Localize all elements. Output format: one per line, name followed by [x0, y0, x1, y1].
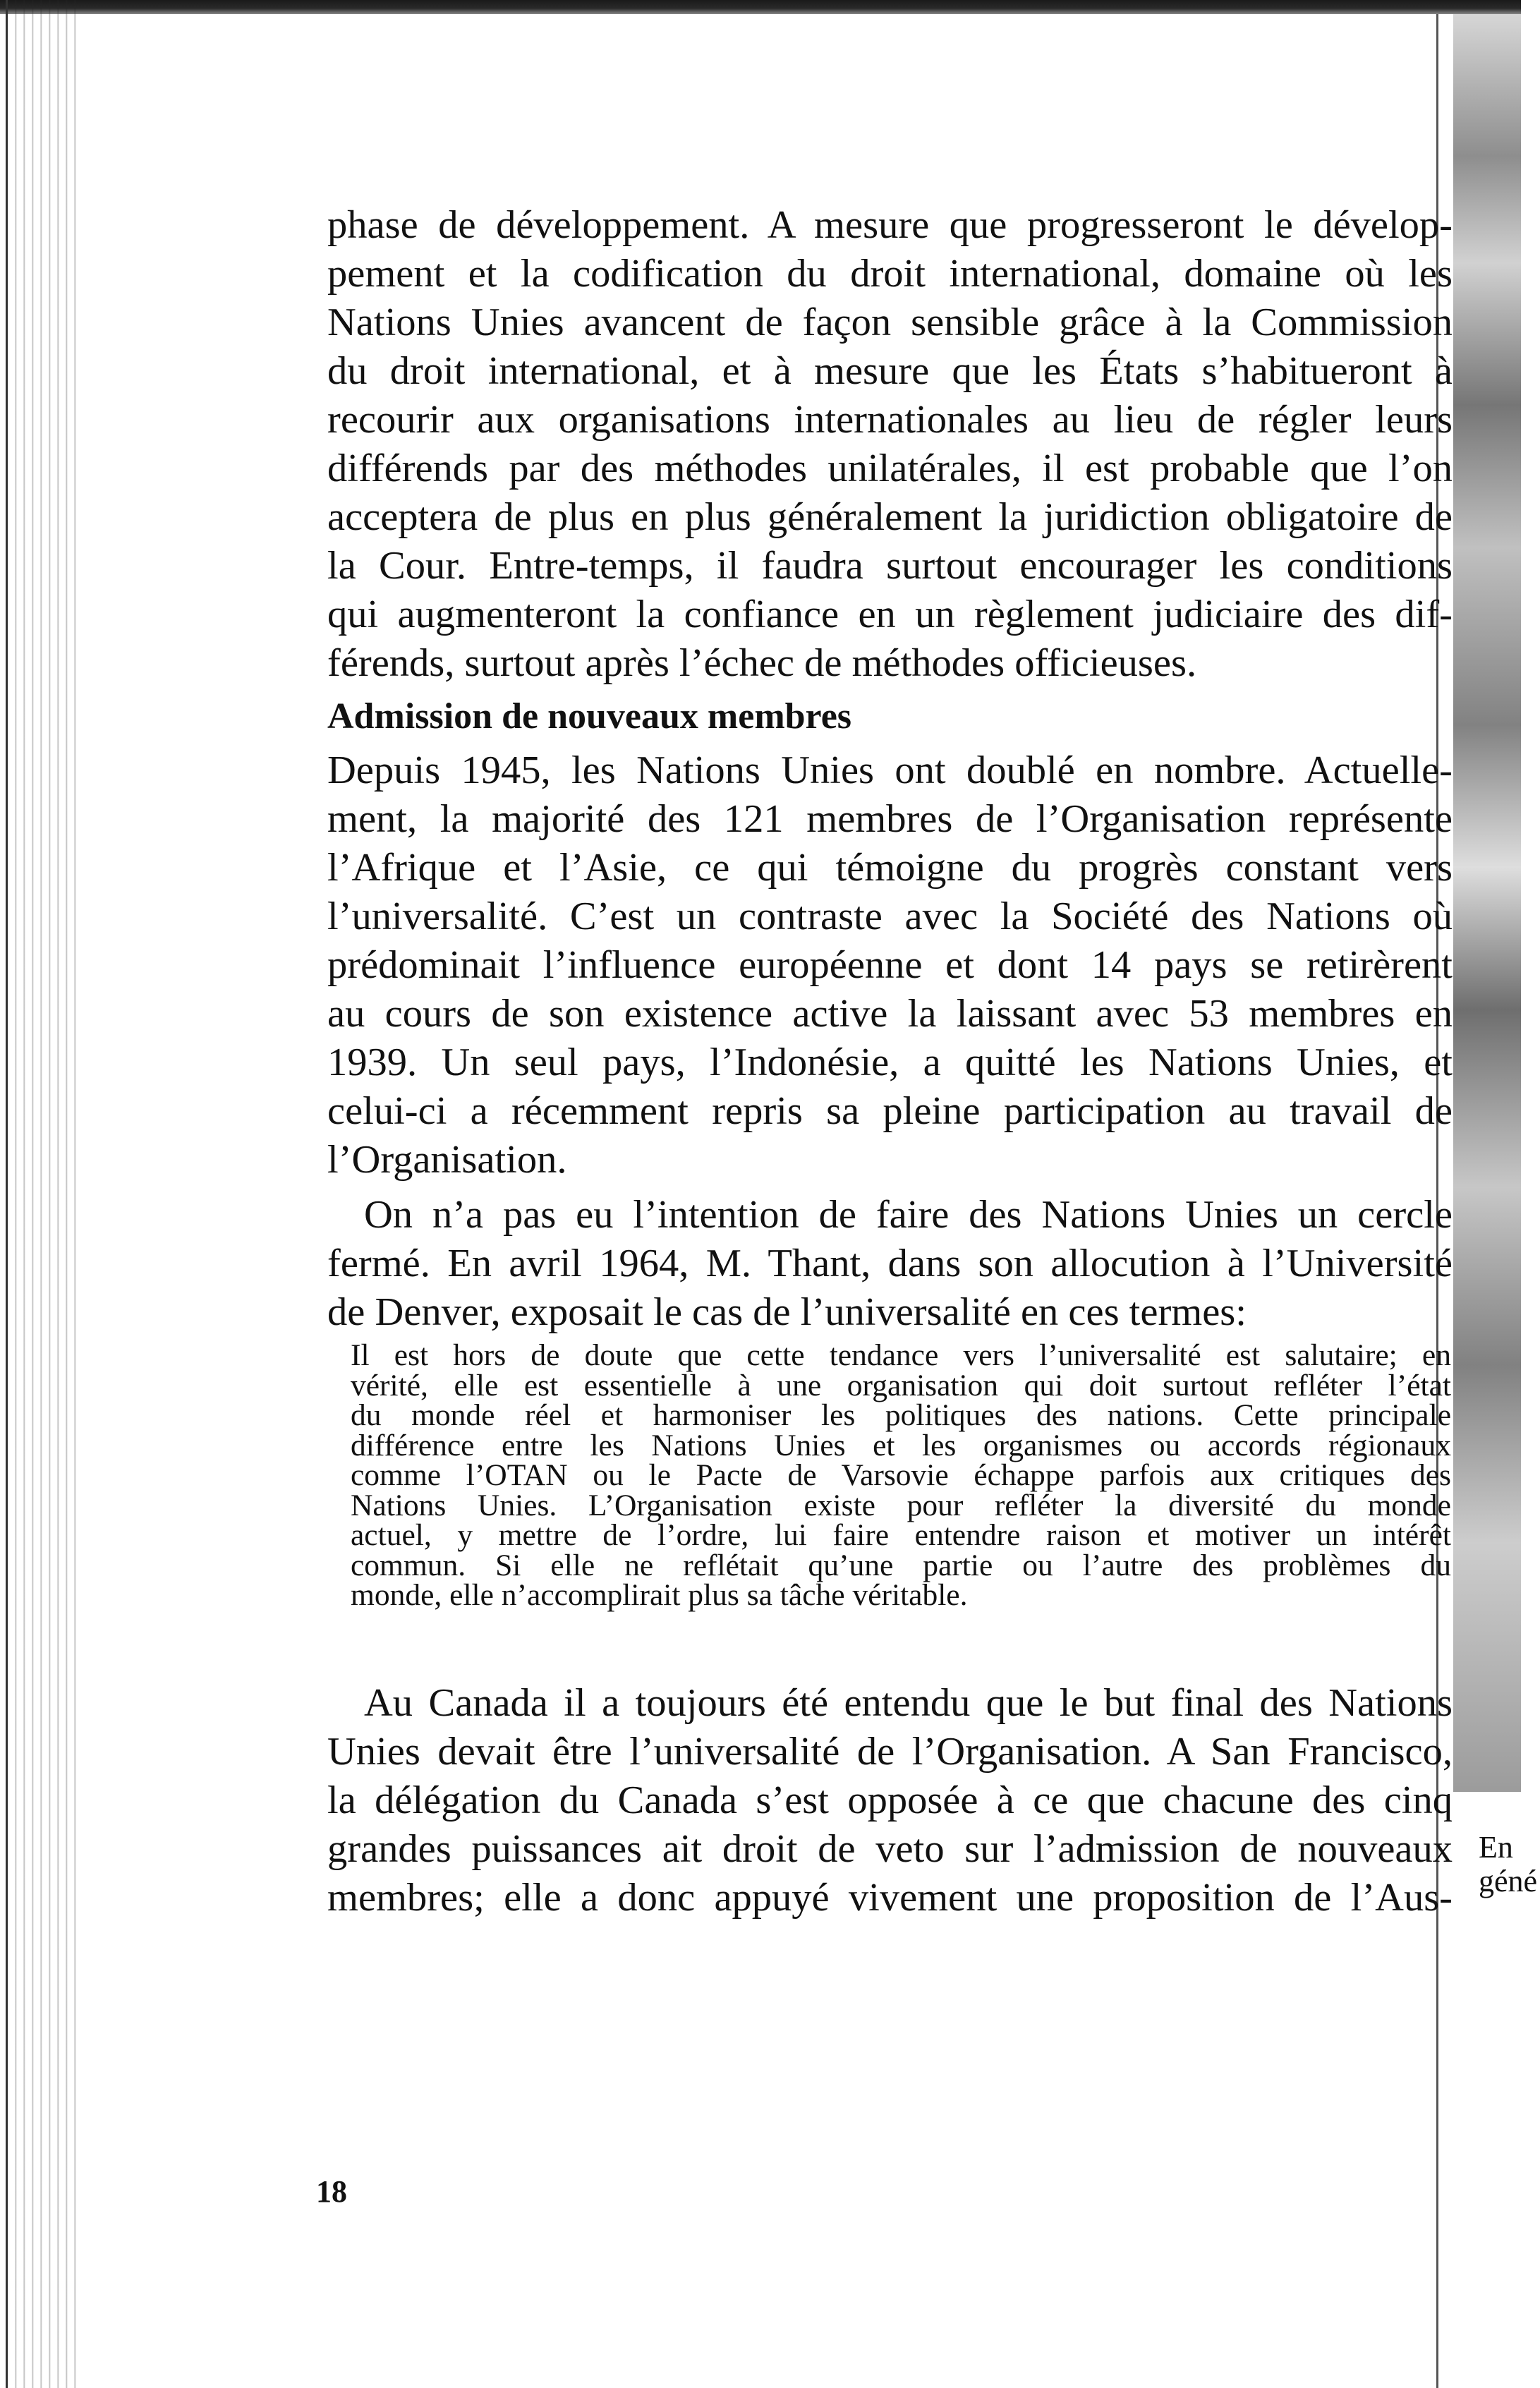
facing-page-edge	[1453, 14, 1521, 1792]
text-line: du droit international, et à mesure que les États s’habitueront à	[327, 349, 1453, 393]
quote-line: différence entre les Nations Unies et les organismes ou accords régionaux	[351, 1428, 1451, 1462]
text-line: férends, surtout après l’échec de méthodes officieuses.	[327, 641, 1197, 685]
text-line: qui augmenteront la confiance en un règlement judiciaire des dif-	[327, 593, 1453, 636]
paragraph-1	[327, 201, 1453, 688]
quote-line: Il est hors de doute que cette tendance vers l’universalité est salutaire; en	[351, 1338, 1451, 1372]
book-binding-edge	[0, 0, 81, 2388]
quote-line: comme l’OTAN ou le Pacte de Varsovie échappe parfois aux critiques des	[351, 1458, 1451, 1492]
page-number: 18	[316, 2174, 347, 2209]
facing-page-text-fragment: En	[1476, 1831, 1516, 1864]
paragraph-3	[327, 1191, 1453, 1337]
text-line: pement et la codification du droit international, domaine où les	[327, 252, 1453, 296]
text-line: recourir aux organisations internationales au lieu de régler leurs	[327, 398, 1453, 442]
section-heading: Admission de nouveaux membres	[327, 696, 852, 737]
text-line: l’Afrique et l’Asie, ce qui témoigne du progrès constant vers	[327, 846, 1453, 890]
quotation	[351, 1340, 1451, 1611]
text-line: Depuis 1945, les Nations Unies ont doublé en nombre. Actuelle-	[327, 748, 1453, 792]
paragraph-4	[327, 1679, 1453, 1922]
text-line: grandes puissances ait droit de veto sur l’admission de nouveaux	[327, 1827, 1453, 1871]
text-line: 1939. Un seul pays, l’Indonésie, a quitté les Nations Unies, et	[327, 1041, 1453, 1084]
text-line: l’universalité. C’est un contraste avec la Société des Nations où	[327, 895, 1453, 938]
text-line: la Cour. Entre-temps, il faudra surtout encourager les conditions	[327, 544, 1453, 588]
text-line: fermé. En avril 1964, M. Thant, dans son allocution à l’Université	[327, 1242, 1453, 1285]
text-line: On n’a pas eu l’intention de faire des Nations Unies un cercle	[364, 1193, 1453, 1237]
paragraph-2	[327, 746, 1453, 1184]
text-line: Unies devait être l’universalité de l’Organisation. A San Francisco,	[327, 1730, 1453, 1774]
text-line: ment, la majorité des 121 membres de l’Organisation représente	[327, 797, 1453, 841]
facing-page-text-fragment: géné	[1476, 1865, 1540, 1898]
quote-line: commun. Si elle ne reflétait qu’une partie ou l’autre des problèmes du	[351, 1548, 1451, 1582]
text-line: l’Organisation.	[327, 1138, 567, 1182]
quote-line: monde, elle n’accomplirait plus sa tâche véritable.	[351, 1578, 968, 1612]
text-line: de Denver, exposait le cas de l’universalité en ces termes:	[327, 1290, 1247, 1334]
text-line: au cours de son existence active la laissant avec 53 membres en	[327, 992, 1453, 1036]
text-line: Nations Unies avancent de façon sensible grâce à la Commission	[327, 301, 1453, 344]
text-line: acceptera de plus en plus généralement la juridiction obligatoire de	[327, 495, 1453, 539]
text-line: différends par des méthodes unilatérales, il est probable que l’on	[327, 447, 1453, 490]
text-line: la délégation du Canada s’est opposée à ce que chacune des cinq	[327, 1778, 1453, 1822]
quote-line: Nations Unies. L’Organisation existe pour refléter la diversité du monde	[351, 1488, 1451, 1522]
quote-line: vérité, elle est essentielle à une organisation qui doit surtout refléter l’état	[351, 1368, 1451, 1402]
text-line: celui-ci a récemment repris sa pleine participation au travail de	[327, 1089, 1453, 1133]
quote-line: du monde réel et harmoniser les politiques des nations. Cette principale	[351, 1398, 1451, 1432]
text-line: prédominait l’influence européenne et dont 14 pays se retirèrent	[327, 943, 1453, 987]
text-line: membres; elle a donc appuyé vivement une proposition de l’Aus-	[327, 1876, 1453, 1920]
scan-top-edge	[0, 0, 1521, 14]
quote-line: actuel, y mettre de l’ordre, lui faire entendre raison et motiver un intérêt	[351, 1518, 1451, 1552]
text-line: Au Canada il a toujours été entendu que le but final des Nations	[364, 1681, 1453, 1725]
text-line: phase de développement. A mesure que progresseront le dévelop-	[327, 203, 1453, 247]
